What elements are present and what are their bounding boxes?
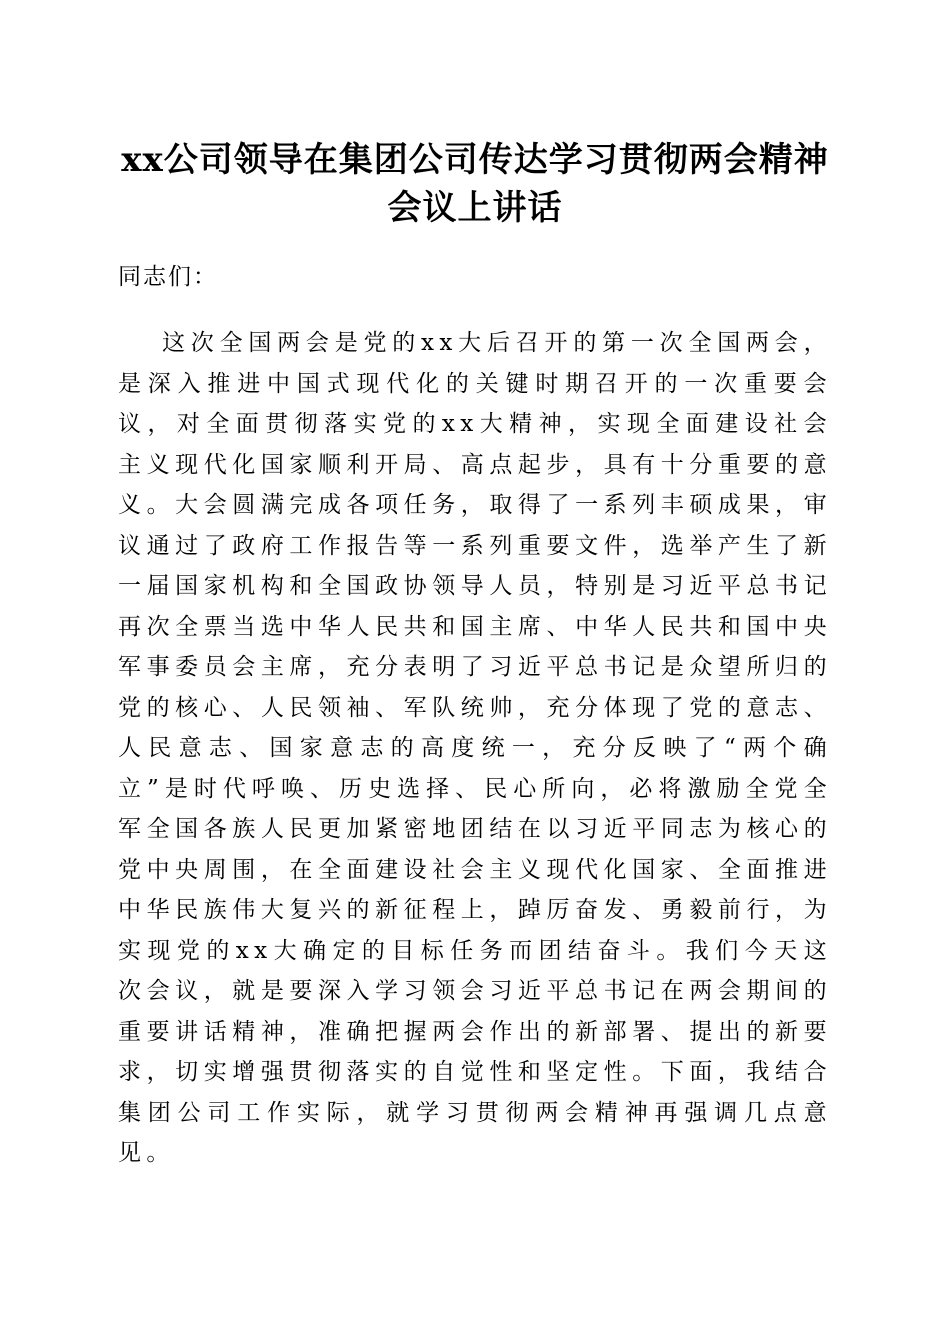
document-title: xx公司领导在集团公司传达学习贯彻两会精神会议上讲话 bbox=[121, 140, 829, 228]
salutation: 同志们： bbox=[118, 264, 218, 290]
body-paragraph: 这次全国两会是党的xx大后召开的第一次全国两会，是深入推进中国式现代化的关键时期召开的一次重要会议，对全面贯彻落实党的xx大精神，实现全面建设社会主义现代化国家顺利开局、高点起步，具有十分重要的意义。大会圆满完成各项任务，取得了一系列丰硕成果，审议通过了政府工作报告等一系列重要文件，选举产生了新一届国家机构和全国政协领导人员，特别是习近平总书记再次全票当选中华人民共和国主席、中华人民共和国中央军事委员会主席，充分表明了习近平总书记是众望所归的党的核心、人民领袖、军队统帅，充分体现了党的意志、人民意志、国家意志的高度统一，充分反映了“两个确立”是时代呼唤、历史选择、民心所向，必将激励全党全军全国各族人民更加紧密地团结在以习近平同志为核心的党中央周围，在全面建设社会主义现代化国家、全面推进中华民族伟大复兴的新征程上，踔厉奋发、勇毅前行，为实现党的xx大确定的目标任务而团结奋斗。我们今天这次会议，就是要深入学习领会习近平总书记在两会期间的重要讲话精神，准确把握两会作出的新部署、提出的新要求，切实增强贯彻落实的自觉性和坚定性。下面，我结合集团公司工作实际，就学习贯彻两会精神再强调几点意见。 bbox=[118, 330, 832, 1166]
